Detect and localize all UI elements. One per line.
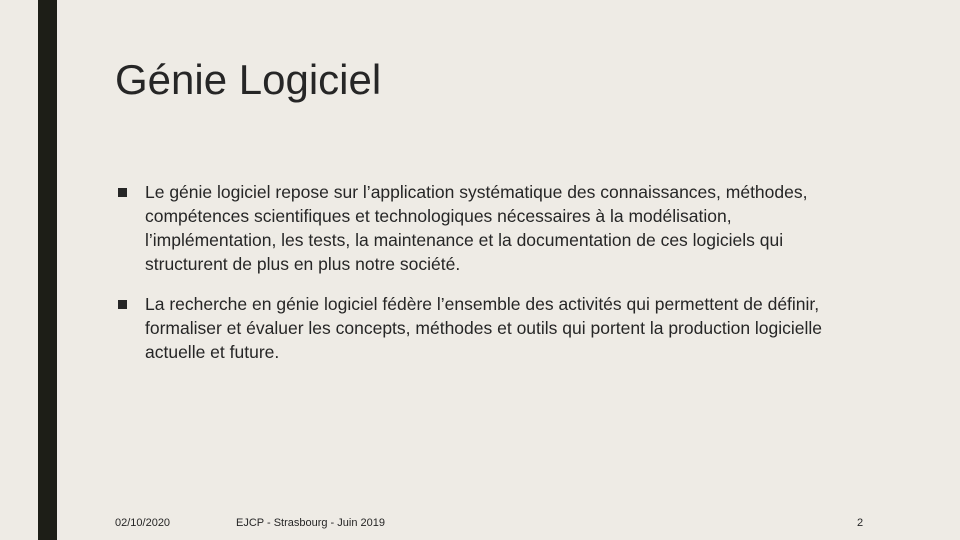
bullet-text: La recherche en génie logiciel fédère l’ensemble des activités qui permettent de définir, formaliser et évaluer les concepts, méthodes et outils qui portent la production logicielle actuelle et future. [145, 294, 823, 362]
accent-bar [38, 0, 57, 540]
footer-event: EJCP - Strasbourg - Juin 2019 [236, 517, 385, 529]
bullet-text: Le génie logiciel repose sur l’application systématique des connaissances, méthodes, compétences scientifiques et technologiques nécessaires à la modélisation, l’implémentation, les tests, la maintenance et la documentation de ces logiciels qui structurent de plus en plus notre société. [145, 182, 808, 274]
footer-date: 02/10/2020 [115, 517, 171, 529]
square-bullet-icon [118, 300, 127, 309]
bullet-item [115, 292, 860, 364]
square-bullet-icon [118, 188, 127, 197]
page-number: 2 [857, 517, 864, 529]
bullet-list [115, 180, 860, 380]
slide-title: Génie Logiciel [115, 56, 382, 103]
bullet-item [115, 180, 860, 276]
